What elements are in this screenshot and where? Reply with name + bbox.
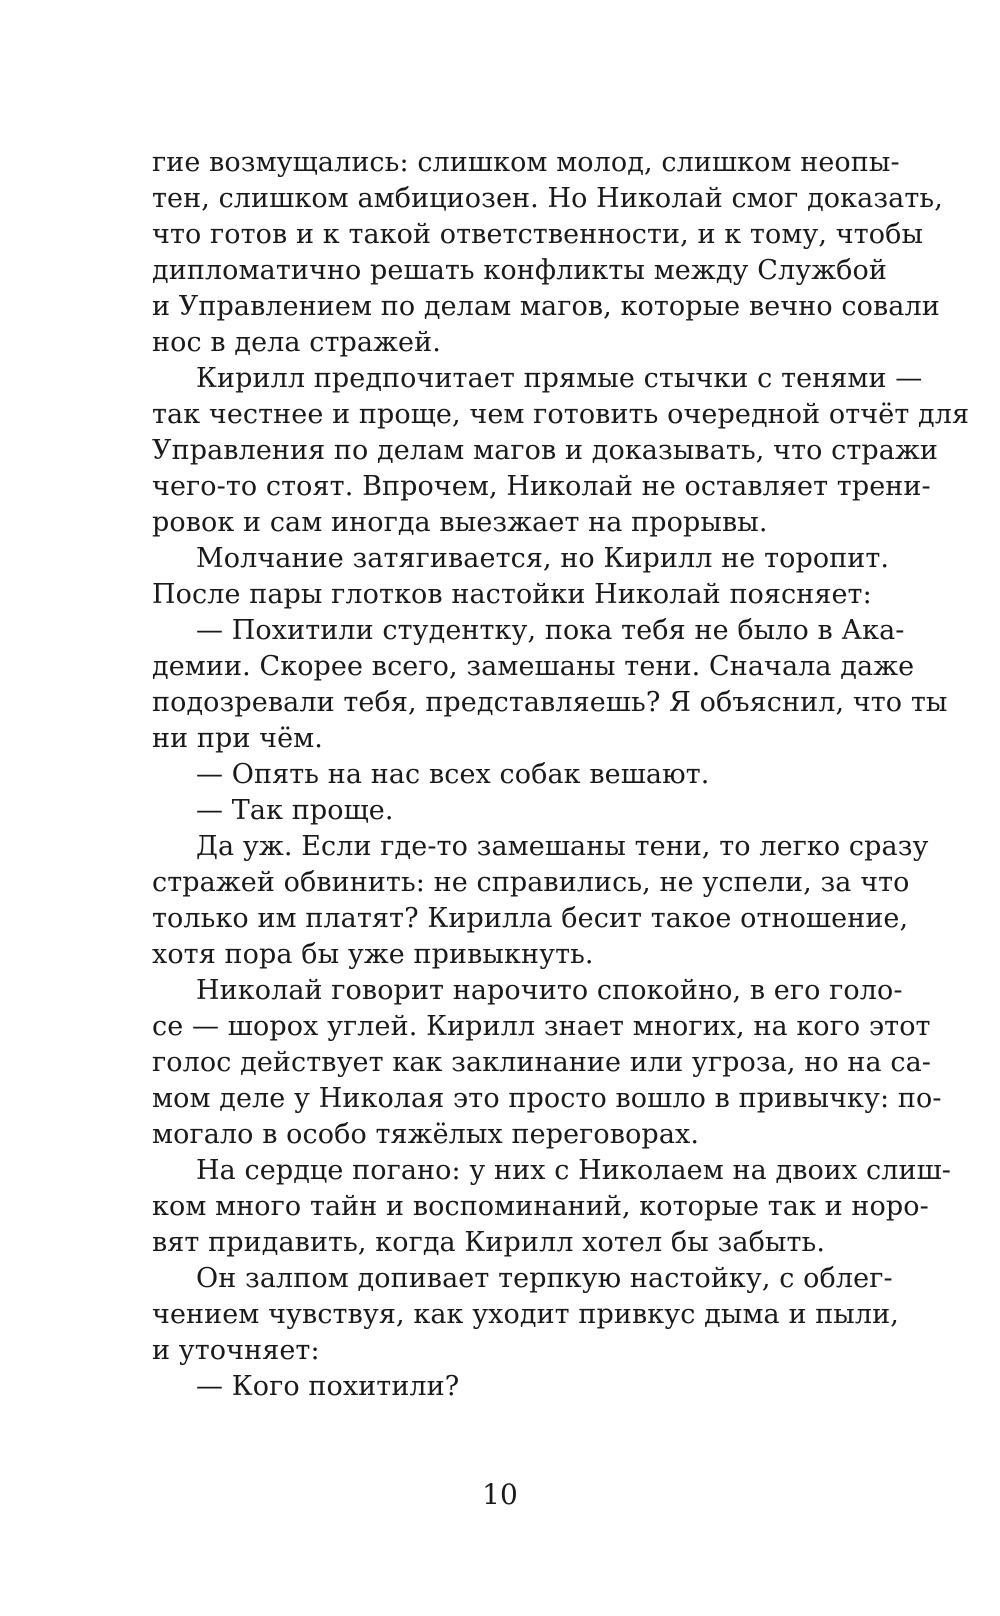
page-number: 10 <box>482 1478 518 1511</box>
text-line: гие возмущались: слишком молод, слишком неопы- <box>152 147 900 178</box>
text-line: могало в особо тяжёлых переговорах. <box>152 1119 700 1150</box>
text-line: демии. Скорее всего, замешаны тени. Сначала даже <box>152 651 915 682</box>
text-line: что готов и к такой ответственности, и к тому, чтобы <box>152 219 924 250</box>
text-line: и уточняет: <box>152 1335 320 1366</box>
dialogue-line: — Кого похитили? <box>196 1371 460 1402</box>
text-line: тен, слишком амбициозен. Но Николай смог доказать, <box>152 183 943 214</box>
text-line: Он залпом допивает терпкую настойку, с облег- <box>196 1263 893 1294</box>
text-line: Управления по делам магов и доказывать, что стражи <box>152 435 939 466</box>
text-line: вят придавить, когда Кирилл хотел бы забыть. <box>152 1227 826 1258</box>
text-line: се — шорох углей. Кирилл знает многих, на кого этот <box>152 1011 931 1042</box>
dialogue-line: — Опять на нас всех собак вешают. <box>196 759 710 790</box>
text-line: подозревали тебя, представляешь? Я объяснил, что ты <box>152 687 948 718</box>
text-line: так честнее и проще, чем готовить очередной отчёт для <box>152 399 970 430</box>
text-line: нос в дела стражей. <box>152 327 441 358</box>
text-line: ровок и сам иногда выезжает на прорывы. <box>152 507 768 538</box>
text-line: мом деле у Николая это просто вошло в привычку: по- <box>152 1083 942 1114</box>
text-line: Кирилл предпочитает прямые стычки с тенями — <box>196 363 923 394</box>
dialogue-line: — Так проще. <box>196 795 394 826</box>
text-line: дипломатично решать конфликты между Службой <box>152 255 887 286</box>
text-line: ни при чём. <box>152 723 323 754</box>
text-line: Да уж. Если где-то замешаны тени, то легко сразу <box>196 831 929 862</box>
dialogue-line: — Похитили студентку, пока тебя не было в Ака- <box>196 615 905 646</box>
text-line: стражей обвинить: не справились, не успели, за что <box>152 867 910 898</box>
text-line: только им платят? Кирилла бесит такое отношение, <box>152 903 909 934</box>
text-line: Молчание затягивается, но Кирилл не торопит. <box>196 543 890 574</box>
text-line: хотя пора бы уже привыкнуть. <box>152 939 594 970</box>
text-line: Николай говорит нарочито спокойно, в его голо- <box>196 975 903 1006</box>
text-line: чего-то стоят. Впрочем, Николай не оставляет трени- <box>152 471 931 502</box>
text-line: После пары глотков настойки Николай поясняет: <box>152 579 872 610</box>
text-line: На сердце погано: у них с Николаем на двоих слиш- <box>196 1155 951 1186</box>
text-line: и Управлением по делам магов, которые вечно совали <box>152 291 940 322</box>
text-line: чением чувствуя, как уходит привкус дыма и пыли, <box>152 1299 899 1330</box>
text-line: ком много тайн и воспоминаний, которые так и норо- <box>152 1191 929 1222</box>
text-line: голос действует как заклинание или угроза, но на са- <box>152 1047 932 1078</box>
